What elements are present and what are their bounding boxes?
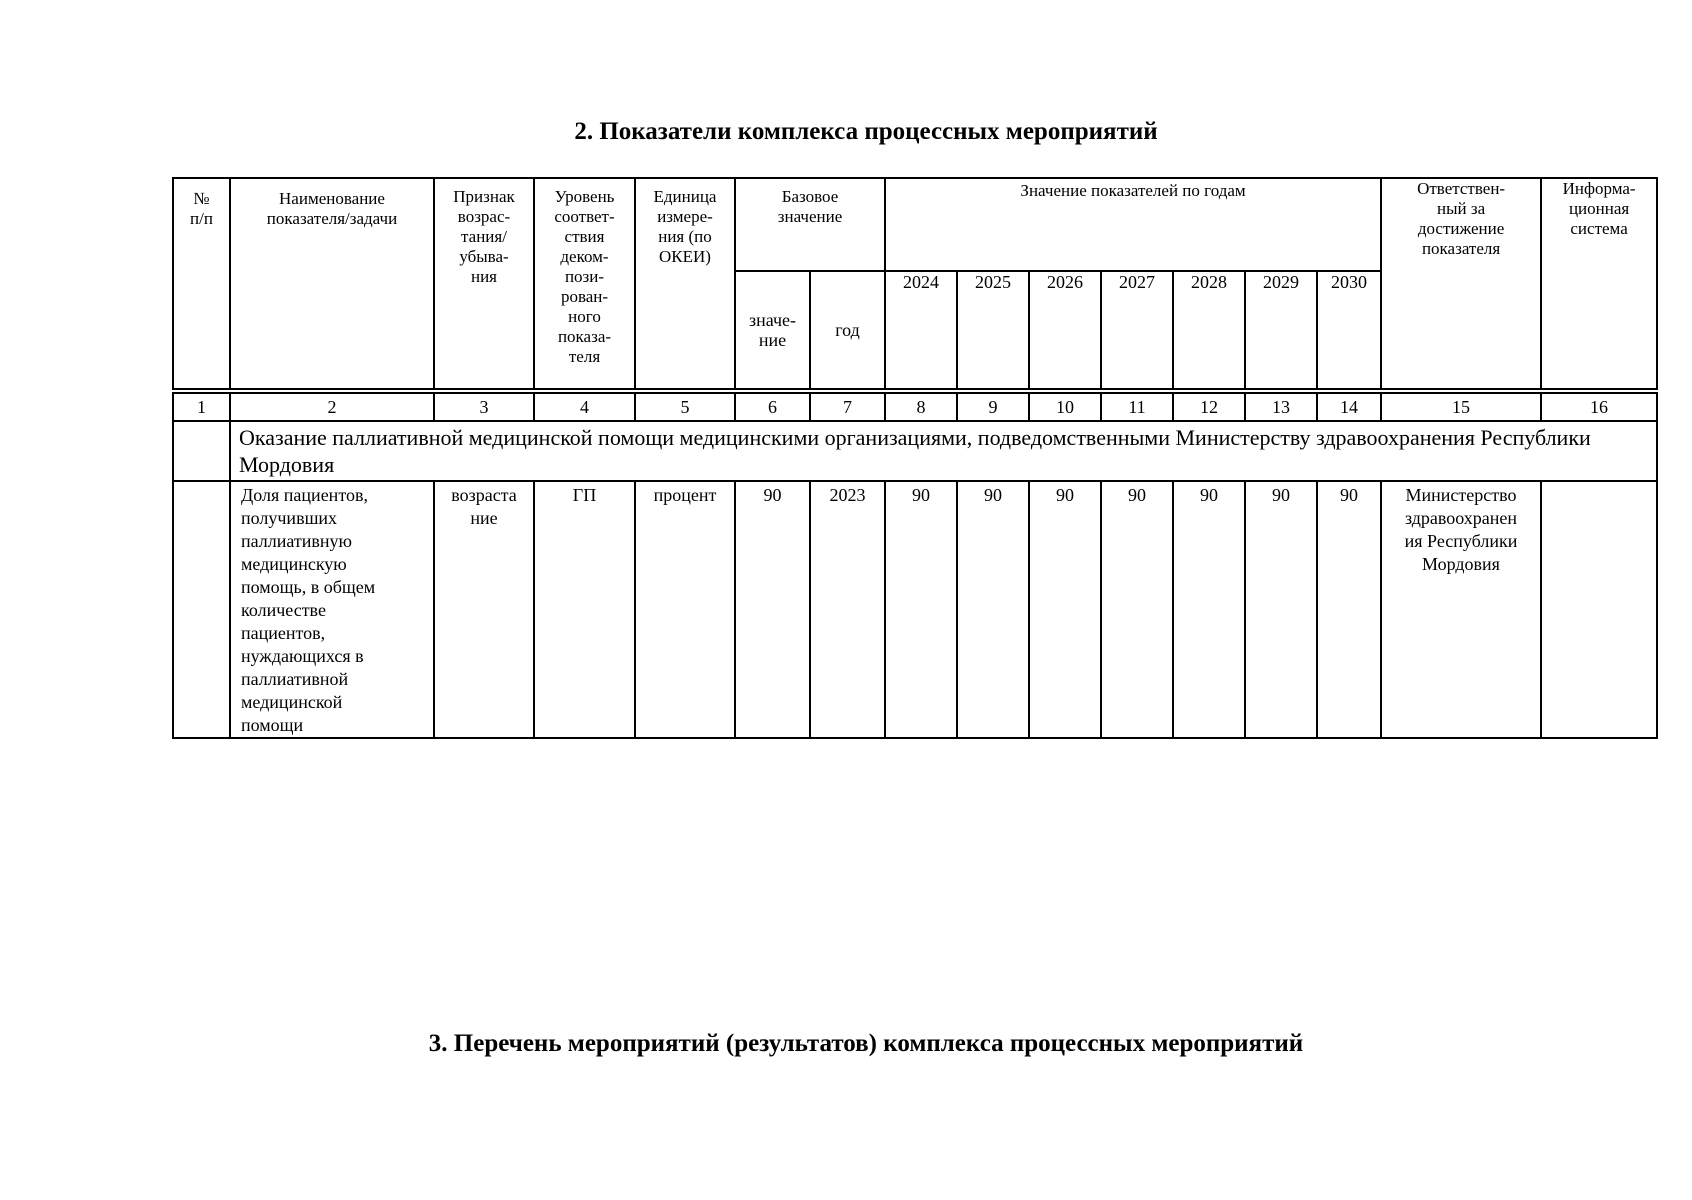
table-row <box>173 481 1657 738</box>
header-level: Уровень соответ- ствия деком- пози- рован- ного показа- теля <box>534 178 635 389</box>
value-2028: 90 <box>1173 481 1245 738</box>
value-2029: 90 <box>1245 481 1317 738</box>
header-unit: Единица измере- ния (по ОКЕИ) <box>635 178 735 389</box>
column-number: 8 <box>885 393 957 421</box>
column-number: 14 <box>1317 393 1381 421</box>
column-number: 2 <box>230 393 434 421</box>
header-year-2025: 2025 <box>957 271 1029 389</box>
value-2030: 90 <box>1317 481 1381 738</box>
column-number: 4 <box>534 393 635 421</box>
indicator-unit: процент <box>635 481 735 738</box>
value-2027: 90 <box>1101 481 1173 738</box>
base-value: 90 <box>735 481 810 738</box>
value-2024: 90 <box>885 481 957 738</box>
header-info-system: Информа- ционная система <box>1541 178 1657 389</box>
header-years-group: Значение показателей по годам <box>885 178 1381 271</box>
column-number: 1 <box>173 393 230 421</box>
indicator-level: ГП <box>534 481 635 738</box>
section-2-heading: 2. Показатели комплекса процессных мероприятий <box>574 118 1158 145</box>
base-year: 2023 <box>810 481 885 738</box>
column-number: 16 <box>1541 393 1657 421</box>
row-num <box>173 481 230 738</box>
responsible: Министерство здравоохранен ия Республики Мордовия <box>1381 481 1541 738</box>
section-3-heading: 3. Перечень мероприятий (результатов) комплекса процессных мероприятий <box>428 1030 1304 1057</box>
column-number: 15 <box>1381 393 1541 421</box>
section-row <box>173 421 1657 481</box>
column-number: 7 <box>810 393 885 421</box>
value-2025: 90 <box>957 481 1029 738</box>
info-system <box>1541 481 1657 738</box>
column-number: 9 <box>957 393 1029 421</box>
column-number: 12 <box>1173 393 1245 421</box>
header-year-2026: 2026 <box>1029 271 1101 389</box>
indicator-trend: возраста ние <box>434 481 534 738</box>
section-row-num <box>173 421 230 481</box>
header-base-year: год <box>810 271 885 389</box>
header-base: Базовое значение <box>735 178 885 271</box>
indicator-name: Доля пациентов, получивших паллиативную медицинскую помощь, в общем количестве пациентов, нуждающихся в паллиативной медицинской помощи <box>230 481 434 738</box>
column-number: 6 <box>735 393 810 421</box>
column-number: 10 <box>1029 393 1101 421</box>
header-year-2029: 2029 <box>1245 271 1317 389</box>
header-num: № п/п <box>173 178 230 389</box>
header-year-2028: 2028 <box>1173 271 1245 389</box>
column-numbers-row <box>173 393 1657 421</box>
column-number: 3 <box>434 393 534 421</box>
value-2026: 90 <box>1029 481 1101 738</box>
indicators-table-header <box>172 177 1658 390</box>
indicators-table-body <box>172 392 1658 739</box>
header-responsible: Ответствен- ный за достижение показателя <box>1381 178 1541 389</box>
section-row-text: Оказание паллиативной медицинской помощи медицинскими организациями, подведомственными Министерству здравоохранения Республики Мордовия <box>230 421 1657 481</box>
header-year-2024: 2024 <box>885 271 957 389</box>
header-name: Наименование показателя/задачи <box>230 178 434 389</box>
header-trend: Признак возрас- тания/ убыва- ния <box>434 178 534 389</box>
header-year-2027: 2027 <box>1101 271 1173 389</box>
header-year-2030: 2030 <box>1317 271 1381 389</box>
header-base-value: значе- ние <box>735 271 810 389</box>
column-number: 5 <box>635 393 735 421</box>
column-number: 13 <box>1245 393 1317 421</box>
column-number: 11 <box>1101 393 1173 421</box>
